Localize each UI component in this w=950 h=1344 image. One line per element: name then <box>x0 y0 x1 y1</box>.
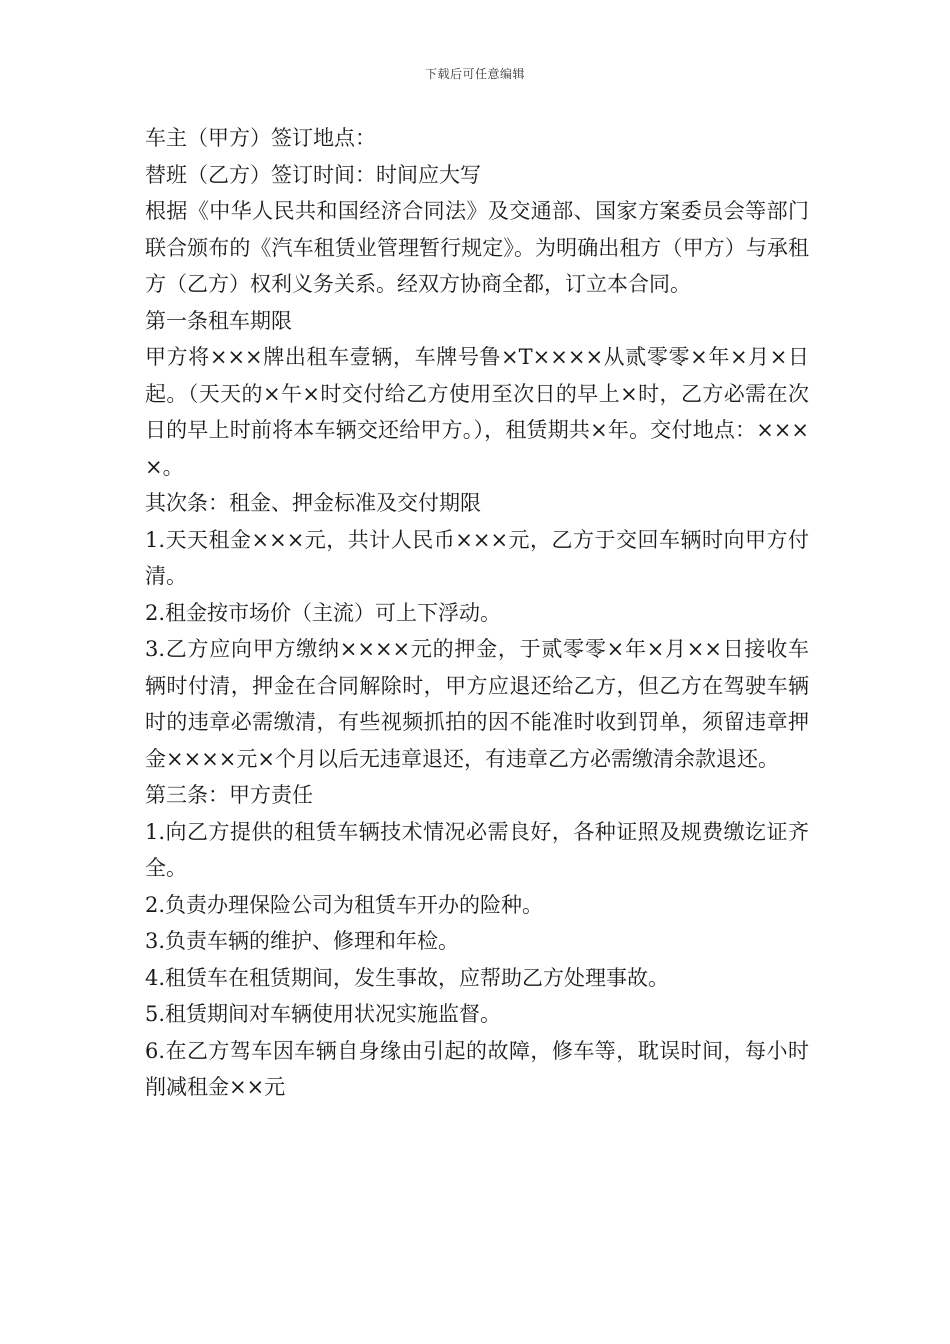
article-3-item-6: 6.在乙方驾车因车辆自身缘由引起的故障，修车等，耽误时间，每小时削减租金××元 <box>145 1038 809 1099</box>
article-3-item-1: 1.向乙方提供的租赁车辆技术情况必需良好，各种证照及规费缴讫证齐全。 <box>145 819 809 880</box>
signing-place-line: 车主（甲方）签订地点： <box>145 126 376 150</box>
article-3-heading: 第三条：甲方责任 <box>145 783 313 807</box>
article-3-item-4: 4.租赁车在租赁期间，发生事故，应帮助乙方处理事故。 <box>145 965 670 990</box>
signing-time-line: 替班（乙方）签订时间：时间应大写 <box>145 162 481 187</box>
article-3-item-5: 5.租赁期间对车辆使用状况实施监督。 <box>145 1002 502 1026</box>
preamble-paragraph: 根据《中华人民共和国经济合同法》及交通部、国家方案委员会等部门联合颁布的《汽车租赁业管理暂行规定》。为明确出租方（甲方）与承租方（乙方）权利义务关系。经双方协商全都，订立本合同。 <box>145 199 809 296</box>
article-2-heading: 其次条：租金、押金标准及交付期限 <box>145 491 481 515</box>
article-1-body: 甲方将×××牌出租车壹辆，车牌号鲁×T××××从贰零零×年×月×日起。（天天的×午×时交付给乙方使用至次日的早上×时，乙方必需在次日的早上时前将本车辆交还给甲方。），租赁期共×年。交付地点：××××。 <box>145 345 809 479</box>
article-2-item-3: 3.乙方应向甲方缴纳××××元的押金，于贰零零×年×月××日接收车辆时付清，押金在合同解除时，甲方应退还给乙方，但乙方在驾驶车辆时的违章必需缴清，有些视频抓拍的因不能准时收到罚单，须留违章押金××××元×个月以后无违章退还，有违章乙方必需缴清余款退还。 <box>145 637 809 771</box>
page-header-note: 下载后可任意编辑 <box>424 67 525 81</box>
article-1-heading: 第一条租车期限 <box>145 308 292 333</box>
article-2-item-2: 2.租金按市场价（主流）可上下浮动。 <box>145 600 502 625</box>
contract-body <box>145 120 809 1106</box>
article-3-item-2: 2.负责办理保险公司为租赁车开办的险种。 <box>145 892 544 917</box>
article-3-item-3: 3.负责车辆的维护、修理和年检。 <box>145 929 460 953</box>
article-2-item-1: 1.天天租金×××元，共计人民币×××元，乙方于交回车辆时向甲方付清。 <box>145 527 809 588</box>
